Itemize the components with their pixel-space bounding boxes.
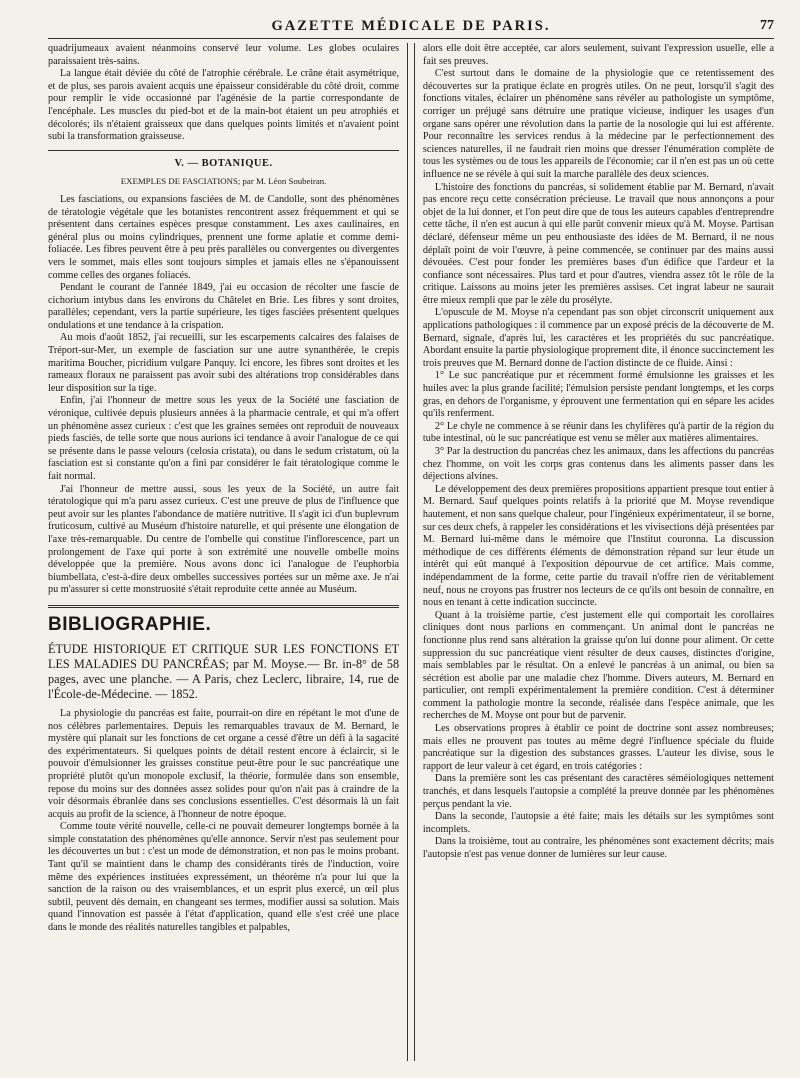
paragraph: La langue était déviée du côté de l'atrophie cérébrale. Le crâne était asymétrique, et de plus, ses parois avaient acquis une épaisseur considérable du côté droit, comme pour remplir le vide occasionné par l'agénésie de la partie correspondante de l'encéphale. Les muscles du pied-bot et de la main-bot étaient un peu atrophiés et décolorés; ils n'étaient graisseux que dans quelques points limités et n'avaient point subi la transformation graisseuse. <box>48 68 400 143</box>
paragraph: Pendant le courant de l'année 1849, j'ai eu occasion de récolter une fascie de cichorium intybus dans les environs du Châtelet en Brie. Les fibres y sont droites, parallèles; cependant, vers la partie supérieure, les tiges fasciées présentent quelques ondulations et une tendance à la crispation. <box>48 282 400 331</box>
page-header <box>48 14 774 39</box>
paragraph: Comme toute vérité nouvelle, celle-ci ne pouvait demeurer longtemps bornée à la simple constatation des phénomènes qu'elle annonce. Servir n'est pas seulement pour les découvertes un but : c'est un mode de démonstration, et non pas le moins probant. Tant qu'il se maintient dans le champ des considérants tirés de l'induction, voire même des expériences instituées expressément, un théorème n'a pour lui que la sanction de la raison ou des vraisemblances, et un esprit plus exercé, un œil plus subtil, peuvent dès demain, en changeant ses termes, modifier aussi sa solution. Mais quand l'innovation est passée à l'état d'application, quand elle s'est créé une place dans le monde des réalités naturelles tangibles et palpables, <box>48 821 400 934</box>
paragraph: Les fasciations, ou expansions fasciées de M. de Candolle, sont des phénomènes de tératologie végétale que les botanistes rencontrent assez fréquemment et qui se présentent dans certaines espèces presque constamment. Les axes caulinaires, en général plus ou moins cylindriques, prennent une forme aplatie et comme demi-foliacée. Les fibres peuvent être à peu près parallèles ou convergentes ou divergentes vers le sommet, mais elles sont toujours simples et jamais elles ne s'épanouissent comme celles des organes foliacés. <box>48 193 400 281</box>
paragraph: quadrijumeaux avaient néanmoins conservé leur volume. Les globes oculaires paraissaient très-sains. <box>48 43 400 67</box>
paragraph: Dans la première sont les cas présentant des caractères séméiologiques nettement tranchés, et dans lesquels l'autopsie a complété la preuve donnée par les phénomènes perçus pendant la vie. <box>422 773 774 810</box>
divider <box>48 605 399 608</box>
paragraph: Au mois d'août 1852, j'ai recueilli, sur les escarpements calcaires des falaises de Tréport-sur-Mer, un exemple de fasciation sur une autre synanthérée, le crepis maritima Boucher, picridium vulgare Panquy. Ici encore, les fibres sont droites et les rameaux floraux ne paraissent pas avoir subi des altérations trop considérables dans leur disposition sur la tige. <box>48 332 400 394</box>
paragraph: Dans la troisième, tout au contraire, les phénomènes sont exactement décrits; mais l'autopsie n'est pas venue donner de lumières sur leur cause. <box>422 836 774 860</box>
paragraph: Enfin, j'ai l'honneur de mettre sous les yeux de la Société une fasciation de véronique, cultivée depuis plusieurs années à la pharmacie centrale, et qui m'a offert un phénomène assez curieux : c'est que les graines semées ont reproduit de nouveaux pieds fasciés, de telle sorte que nous aurions ici tendance à avoir l'analogue de ce qui se présente dans le passe velours (celosia cristata), ou dans le sedum cristatum, où la fasciation est si constante qu'on a fini par considérer le fait tératologique comme le fait normal. <box>48 395 400 482</box>
paragraph: Les observations propres à établir ce point de doctrine sont assez nombreuses; mais elles ne prouvent pas toutes au même degré l'influence spéciale du fluide pancréatique sur la digestion des substances grasses. L'auteur les divise, sous le rapport de leur valeur à cet égard, en trois catégories : <box>422 723 774 772</box>
paragraph: L'histoire des fonctions du pancréas, si solidement établie par M. Bernard, n'avait pas encore reçu cette consécration précieuse. Le travail que nous annonçons a pour objet de la lui donner, et l'on peut dire que de tous les auteurs capables d'entreprendre cette tâche, il n'en est aucun à qui elle parût convenir mieux qu'à M. Moyse. Partisan déclaré, défenseur même un peu enthousiaste des idées de M. Bernard, il ne nous déplaît point de voir l'œuvre, à peine commencée, se continuer par des mains aussi dévouées. C'est pour fonder les premières bases d'un édifice que l'ardeur et la confiance sont nécessaires. Plus tard et pour d'autres, viendra assez tôt le rôle de la critique. Laissons au moins jeter les premières assises. Cet ingrat labeur ne saurait être mieux rempli que par le zèle du prosélyte. <box>422 181 774 306</box>
paragraph: 3° Par la destruction du pancréas chez les animaux, dans les affections du pancréas chez l'homme, on voit les corps gras contenus dans les aliments passer dans les déjections alvines. <box>422 446 774 483</box>
paragraph: Quant à la troisième partie, c'est justement elle qui comportait les corollaires cliniques dont nous parlions en commençant. Un animal dont le pancréas ne fonctionne plus rend sans altération la graisse qu'on lui donne pour aliment. Or cette suppression du suc pancréatique vient résulter de deux causes, distinctes d'origine, mais semblables par le résultat. On a enlevé le pancréas à un animal, ou bien sa sécrétion est abolie par une maladie chez l'homme. Divers auteurs, M. Bernard en particulier, ont rempli expérimentalement la première condition. C'est à déterminer comment la pathologie montre la seconde, réalisée dans l'espèce animale, que les recherches de M. Moyse ont pour but de parvenir. <box>422 609 774 722</box>
paragraph: 2° Le chyle ne commence à se réunir dans les chylifères qu'à partir de la région du tube intestinal, où le suc pancréatique est venu se mêler aux matières alimentaires. <box>422 420 774 445</box>
divider <box>48 150 399 151</box>
paragraph: Dans la seconde, l'autopsie a été faite; mais les détails sur les symptômes sont incomplets. <box>422 811 774 835</box>
left-column <box>48 43 399 1061</box>
text-columns <box>48 43 774 1061</box>
page-number: 77 <box>760 18 774 33</box>
bibliography-heading: BIBLIOGRAPHIE. <box>48 613 212 635</box>
paragraph: 1° Le suc pancréatique pur et récemment formé émulsionne les graisses et les huiles avec la plus grande facilité; l'émulsion persiste pendant longtemps, et les corps gras, en dehors de l'organisme, y éprouvent une fermentation qui en sépare les acides qu'ils renferment. <box>422 370 774 420</box>
book-reference: ÉTUDE HISTORIQUE ET CRITIQUE SUR LES FONCTIONS ET LES MALADIES DU PANCRÉAS; par M. Moyse.— Br. in-8° de 58 pages, avec une planche. — A Paris, chez Leclerc, libraire, 14, rue de l'École-de-Médecine. — 1852. <box>48 641 400 701</box>
paragraph: Le développement des deux premières propositions appartient presque tout entier à M. Bernard. Sauf quelques points relatifs à la priorité que M. Moyse revendique hautement, et non sans quelque chaleur, pour l'ingénieux expérimentateur, il se borne, sur ces deux chefs, à rappeler les considérations et les vivisections déjà présentées par M. Bernard lui-même dans le mémoire que l'Institut couronna. La discussion méthodique de ces différents éléments de démonstration répand sur leur étude un intérêt qui eût manqué à l'exposition dépourvue de cet artifice. Mais comme, indépendamment de la forme, cette partie du travail n'offre rien de véritablement neuf, nous ne croyons pas frustrer nos lecteurs de ce qu'ils ont besoin de connaître, en nous en tenant à cette indication succincte. <box>422 483 774 609</box>
paragraph: L'opuscule de M. Moyse n'a cependant pas son objet circonscrit uniquement aux applications pathologiques : il commence par un exposé précis de la découverte de M. Bernard, signale, d'après lui, les caractères et les propriétés du suc pancréatique. Abordant ensuite la partie physiologique proprement dite, il énonce succinctement les trois preuves que M. Bernard donne de l'action distincte de ce fluide. Ainsi : <box>422 307 774 369</box>
paragraph: La physiologie du pancréas est faite, pourrait-on dire en répétant le mot d'une de nos célèbres parlementaires. Depuis les remarquables travaux de M. Bernard, le mystère qui planait sur les fonctions de cet organe a cessé d'être un défi à la sagacité des expérimentateurs. Si quelques points de détail restent encore à éclaircir, si le pouvoir d'émulsionner les graisses constitue peut-être pour le suc pancréatique une propriété plutôt qu'un monopole exclusif, la théorie, formulée dans son ensemble, repose du moins sur des données assez solides pour qu'on n'ait pas à craindre de la voir désormais ébranlée dans ses conclusions essentielles. C'est désormais là un fait acquis au profit de la science, à l'honneur de notre époque. <box>48 707 400 820</box>
right-column <box>423 43 774 1061</box>
section-subtitle: EXEMPLES DE FASCIATIONS; par M. Léon Soubeiran. <box>120 176 327 187</box>
paragraph: alors elle doit être acceptée, car alors seulement, suivant l'expression usuelle, elle a fait ses preuves. <box>422 43 774 67</box>
section-title: V. — BOTANIQUE. <box>174 157 273 169</box>
column-separator <box>407 43 415 1061</box>
paragraph: C'est surtout dans le domaine de la physiologie que ce retentissement des découvertes sur la pratique éclate en progrès utiles. On ne peut, lorsqu'il s'agit des fonctions vitales, éclairer un phénomène sans révéler au pathologiste un symptôme, corriger un préjugé sans détruire une pratique vicieuse, indiquer les usages d'un organe sans opérer une révolution dans la partie de la nosologie qui lui est afférente. Pour reconnaître les services rendus à la médecine par le perfectionnement des sciences naturelles, il ne faudrait rien moins que dresser l'énumération complète de tous les systèmes ou de tous les appareils de l'économie; car il n'en est pas un où cette influence ne se révèle à qui suit la marche parallèle des deux sciences. <box>422 68 774 180</box>
paragraph: J'ai l'honneur de mettre aussi, sous les yeux de la Société, un autre fait tératologique qui m'a paru assez curieux. C'est une preuve de plus de l'influence que peut avoir sur les plantes l'abondance de matière nutritive. Il s'agit ici d'un buplevrum fruticosum, cultivé au Muséum d'histoire naturelle, et qui présente une élongation de l'axe très-remarquable. Du centre de l'ombelle qui constitue l'inflorescence, part un prolongement de l'axe qui porte à son extrémité une nouvelle ombelle moins développée que la première. Nous avons donc ici l'analogue de l'euphorbia biumbellata, c'est-à-dire deux ombelles successives portées sur un même axe. Je n'ai pu m'assurer si cette monstruosité s'était reproduite cette année au Muséum. <box>48 483 400 596</box>
journal-title: GAZETTE MÉDICALE DE PARIS. <box>271 18 551 34</box>
